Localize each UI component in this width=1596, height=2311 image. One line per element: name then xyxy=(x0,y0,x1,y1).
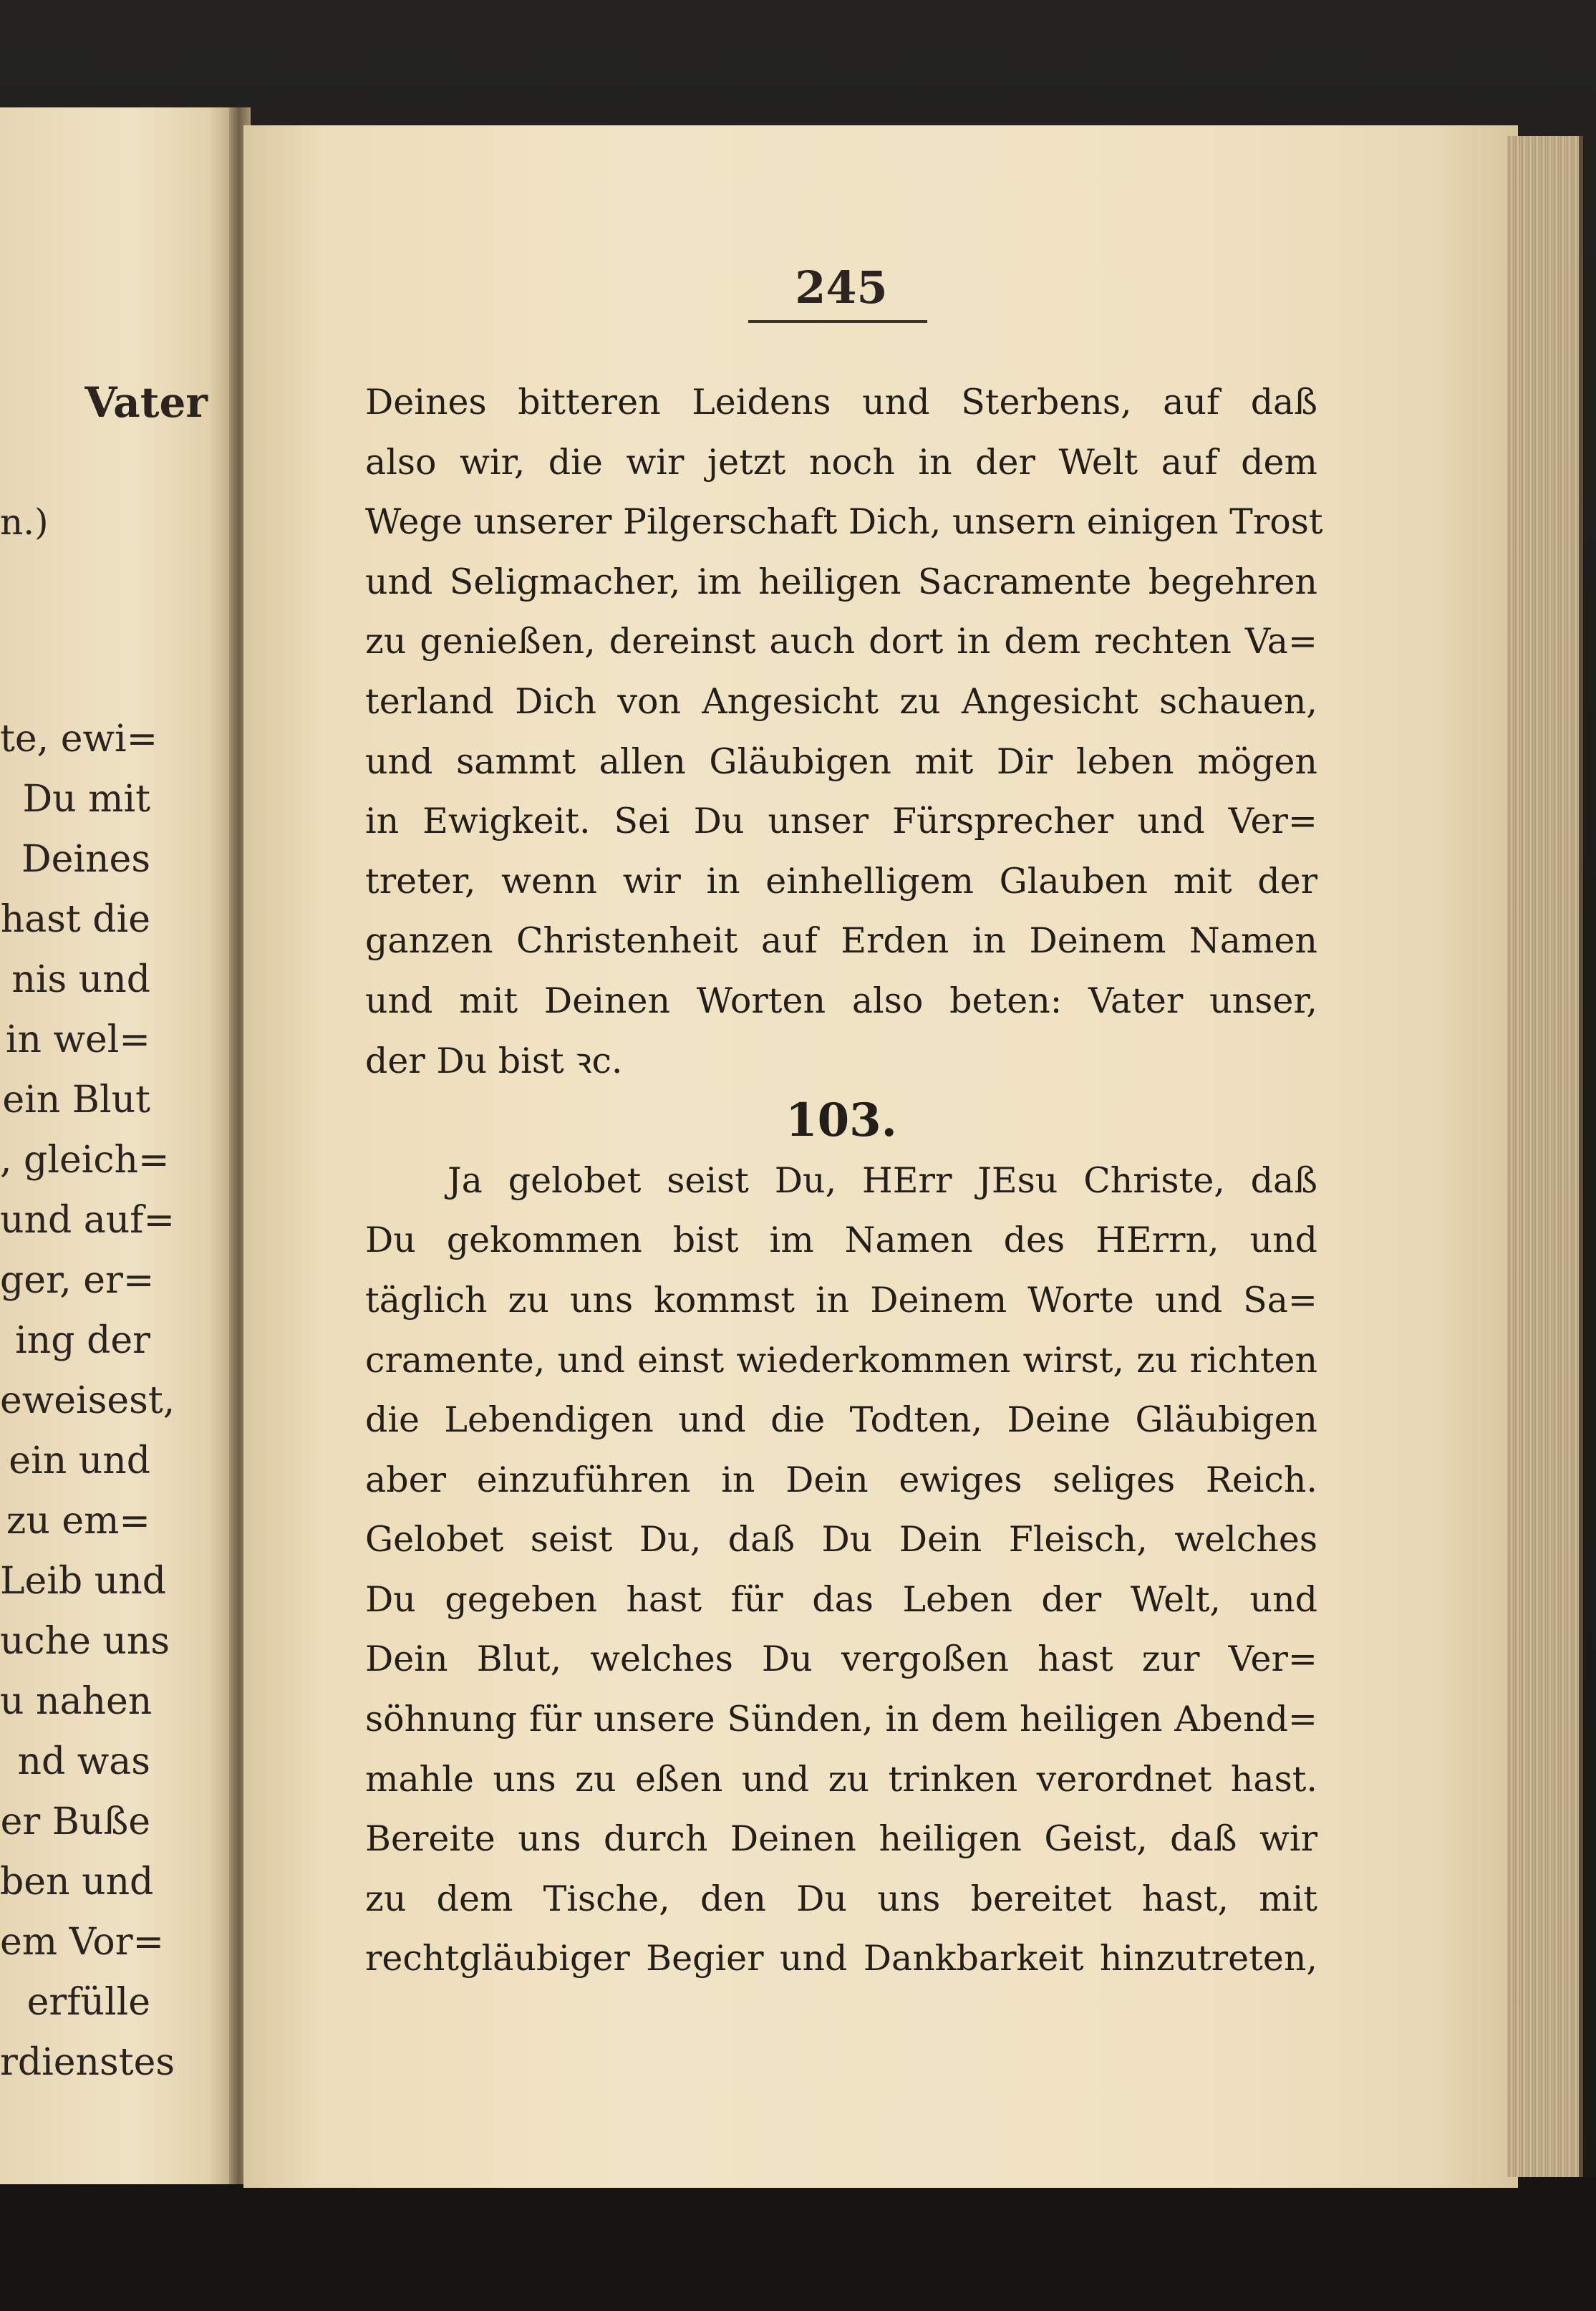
text-line: ganzen Christenheit auf Erden in Deinem Namen xyxy=(365,920,1317,962)
text-line: zu dem Tische, den Du uns bereitet hast, mit xyxy=(365,1878,1317,1919)
page-number: 245 xyxy=(795,261,888,314)
scan-bottom-shadow xyxy=(0,2177,1596,2311)
previous-page-line: hast die xyxy=(0,898,150,941)
previous-page-note: n.) xyxy=(0,501,49,543)
text-line: Ja gelobet seist Du, HErr JEsu Christe, daß xyxy=(448,1159,1317,1201)
previous-page-line: in wel= xyxy=(5,1018,150,1061)
previous-page-line: rdienstes xyxy=(0,2041,175,2084)
text-line: Du gegeben hast für das Leben der Welt, und xyxy=(365,1578,1317,1620)
text-line: terland Dich von Angesicht zu Angesicht schauen, xyxy=(365,680,1317,722)
previous-page-line: er Buße xyxy=(0,1800,150,1843)
text-line: Dein Blut, welches Du vergoßen hast zur Ver= xyxy=(365,1639,1317,1680)
text-line: also wir, die wir jetzt noch in der Welt auf dem xyxy=(365,441,1317,483)
previous-page-line: Leib und xyxy=(0,1560,167,1603)
text-line: in Ewigkeit. Sei Du unser Fürsprecher und Ver= xyxy=(365,801,1317,842)
previous-page-text xyxy=(0,709,175,2093)
previous-page-line: eweisest, xyxy=(0,1379,175,1422)
previous-page-line: nd was xyxy=(17,1740,150,1783)
text-line: Bereite uns durch Deinen heiligen Geist, daß wir xyxy=(365,1818,1317,1860)
previous-page-line: nis und xyxy=(11,958,150,1001)
page-edge-stack xyxy=(1507,136,1583,2177)
previous-page-line: zu em= xyxy=(6,1500,150,1543)
page-number-rule xyxy=(748,320,927,323)
previous-page-line: ein und xyxy=(9,1439,150,1482)
text-line: täglich zu uns kommst in Deinem Worte und Sa= xyxy=(365,1279,1317,1321)
text-line: Deines bitteren Leidens und Sterbens, auf daß xyxy=(365,382,1317,423)
previous-page-line: em Vor= xyxy=(0,1921,165,1964)
text-line: die Lebendigen und die Todten, Deine Gläubigen xyxy=(365,1399,1317,1441)
previous-page-heading: Vater xyxy=(84,378,208,427)
text-line: cramente, und einst wiederkommen wirst, zu richten xyxy=(365,1339,1317,1381)
text-line: aber einzuführen in Dein ewiges seliges Reich. xyxy=(365,1459,1317,1500)
text-line: und sammt allen Gläubigen mit Dir leben mögen xyxy=(365,740,1317,782)
text-line: der Du bist ꝛc. xyxy=(365,1040,623,1081)
previous-page xyxy=(0,107,236,2184)
previous-page-line: und auf= xyxy=(0,1199,175,1242)
previous-page-line: Deines xyxy=(21,838,150,881)
previous-page-line: te, ewi= xyxy=(0,718,158,761)
previous-page-line: ing der xyxy=(15,1319,150,1362)
page-body-text xyxy=(365,372,1323,1989)
previous-page-line: ger, er= xyxy=(0,1259,155,1302)
text-line: und mit Deinen Worten also beten: Vater unser, xyxy=(365,980,1317,1021)
text-line: Du gekommen bist im Namen des HErrn, und xyxy=(365,1220,1317,1261)
text-line: mahle uns zu eßen und zu trinken verordnet hast. xyxy=(365,1758,1317,1800)
previous-page-line: ben und xyxy=(0,1861,154,1904)
previous-page-line: ein Blut xyxy=(2,1079,150,1121)
previous-page-line: , gleich= xyxy=(0,1139,170,1182)
text-line: Wege unserer Pilgerschaft Dich, unsern einigen Trost xyxy=(365,501,1323,543)
text-line: treter, wenn wir in einhelligem Glauben mit der xyxy=(365,860,1317,902)
text-line: zu genießen, dereinst auch dort in dem rechten Va= xyxy=(365,621,1317,662)
previous-page-line: u nahen xyxy=(0,1680,153,1723)
previous-page-line: Du mit xyxy=(22,778,150,821)
section-number: 103. xyxy=(785,1094,897,1148)
text-line: söhnung für unsere Sünden, in dem heiligen Abend= xyxy=(365,1699,1317,1740)
previous-page-line: erfülle xyxy=(26,1981,150,2024)
text-line: Gelobet seist Du, daß Du Dein Fleisch, welches xyxy=(365,1519,1317,1560)
text-line: rechtgläubiger Begier und Dankbarkeit hinzutreten, xyxy=(365,1938,1317,1979)
previous-page-line: uche uns xyxy=(0,1620,170,1663)
text-line: und Seligmacher, im heiligen Sacramente begehren xyxy=(365,561,1317,602)
